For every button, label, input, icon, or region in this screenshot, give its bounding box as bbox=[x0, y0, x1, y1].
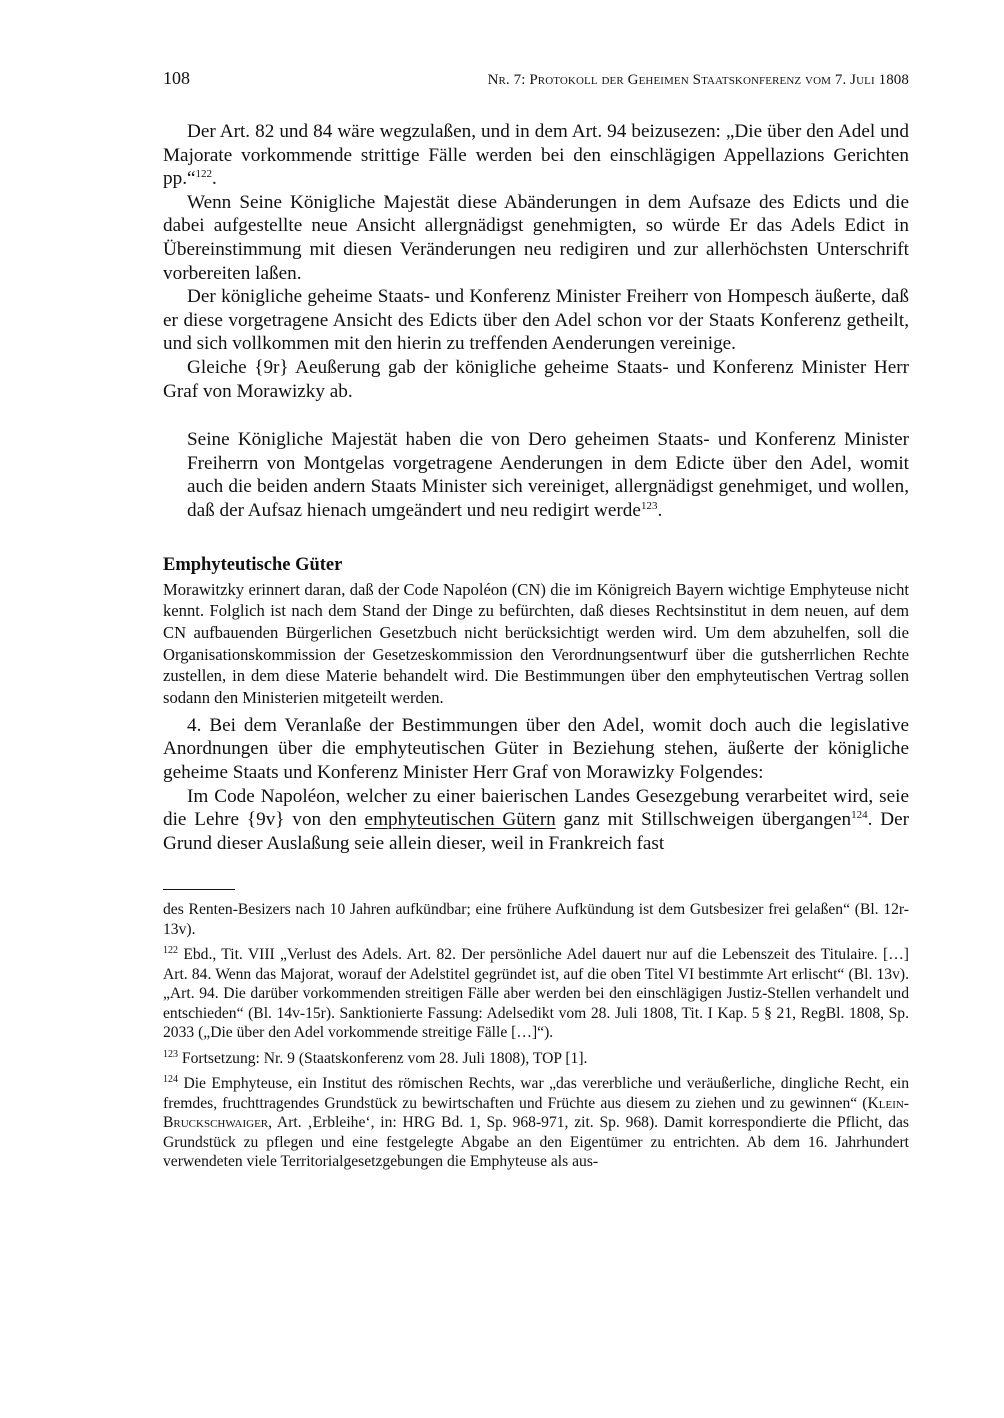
paragraph: Der königliche geheime Staats- und Konferenz Minister Freiherr von Hompesch äußerte, daß er diese vorgetragene Ansicht des Edicts über den Adel schon vor der Staats Konferenz getheilt, und sich vollkommen mit den hierin zu treffenden Aenderungen vereinige. bbox=[163, 286, 909, 355]
footnote-divider bbox=[163, 889, 235, 890]
footnote-ref[interactable]: 123 bbox=[640, 499, 658, 512]
summary-text: Morawitzky erinnert daran, daß der Code Napoléon (CN) die im Königreich Bayern wichtige Emphyteuse nicht kennt. Folglich ist nach dem Stand der Dinge zu befürchten, daß dieses Rechtsinstitut in dem neuen, auf dem CN aufbauenden Bürgerlichen Gesetzbuch nicht berücksichtigt werden wird. Um dem abzuhelfen, soll die Organisationskommission der Gesetzeskommission den Verordnungsentwurf über die gutsherrlichen Rechte zustellen, in dem diese Materie behandelt wird. Die Bestimmungen über den emphyteutischen Vertrag sollen sodann den Ministerien mitgeteilt werden. bbox=[163, 579, 909, 708]
cited-author: Klein-Bruckschwaiger bbox=[163, 1094, 909, 1132]
footnote-text: Die Emphyteuse, ein Institut des römischen Rechts, war „das vererbliche und veräußerliche, dingliche Recht, ein fremdes, fruchttragendes Grundstück zu bewirtschaften und Früchte aus diesem zu ziehen und zu gewinnen“ ( bbox=[163, 1075, 909, 1112]
footnote-text: , Art. ‚Erbleihe‘, in: HRG Bd. 1, Sp. 968-971, zit. Sp. 968). Damit korrespondierte die Pflicht, das Grundstück zu pflegen und eine festgelegte Abgabe an den Eigentümer zu entrichten. Ab dem 16. Jahrhundert verwendeten viele Territorialgesetzgebungen die Emphyteuse als aus- bbox=[163, 1114, 909, 1171]
paragraph-text: . Der Grund dieser Auslaßung seie allein dieser, weil in Frankreich fast bbox=[163, 809, 909, 854]
paragraph: Wenn Seine Königliche Majestät diese Abänderungen in dem Aufsaze des Edicts und die dabei aufgestellte neue Ansicht allergnädigst genehmigten, so würde Er das Adels Edict in Übereinstimmung mit diesen Veränderungen neu redigiren und zur allerhöchsten Unterschrift vorbereiten laßen. bbox=[163, 191, 909, 284]
page-number: 108 bbox=[163, 68, 190, 88]
footnote-122 bbox=[163, 945, 909, 1043]
protocol-text-continued bbox=[163, 714, 909, 856]
footnotes bbox=[163, 900, 909, 1172]
footnote-text: Ebd., Tit. VIII „Verlust des Adels. Art. 82. Der persönliche Adel dauert nur auf die Lebenszeit des Titulaire. […] Art. 84. Wenn das Majorat, worauf der Adelstitel gegründet ist, auf die oben Titel VI bestimmte Art erlischt“ (Bl. 13v). „Art. 94. Die darüber vorkommenden streitigen Fälle aber werden bei den einschlägigen Justiz-Stellen verhandelt und entschieden“ (Bl. 14v-15r). Sanktionierte Fassung: Adelsedikt vom 28. Juli 1808, Tit. I Kap. 5 § 21, RegBl. 1808, Sp. 2033 („Die über den Adel vorkommende streitige Fälle […]“). bbox=[163, 946, 909, 1042]
paragraph bbox=[163, 120, 909, 191]
footnote-continuation: des Renten-Besizers nach 10 Jahren aufkündbar; eine frühere Aufkündung ist dem Gutsbesizer frei gelaßen“ (Bl. 12r-13v). bbox=[163, 901, 909, 938]
paragraph-text: Der Art. 82 und 84 wäre wegzulaßen, und in dem Art. 94 beizusezen: „Die über den Adel und Majorate vorkommende strittige Fälle werden bei den einschlägigen Appellazions Gerichten pp.“ bbox=[163, 121, 909, 190]
footnote-number: 123 bbox=[163, 1048, 178, 1060]
paragraph: 4. Bei dem Veranlaße der Bestimmungen über den Adel, womit doch auch die legislative Anordnungen über die emphyteutischen Güter in Beziehung stehen, äußerte der königliche geheime Staats und Konferenz Minister Herr Graf von Morawizky Folgendes: bbox=[163, 714, 909, 783]
paragraph-text: ganz mit Stillschweigen übergangen bbox=[555, 809, 852, 831]
footnote-124 bbox=[163, 1074, 909, 1172]
section-heading: Emphyteutische Güter bbox=[163, 554, 343, 575]
paragraph-text: Im Code Napoléon, welcher zu einer baierischen Landes Gesezgebung verarbeitet wird, seie die Lehre {9v} von den bbox=[163, 785, 909, 831]
punctuation: . bbox=[657, 499, 663, 521]
running-title: Nr. 7: Protokoll der Geheimen Staatskonferenz vom 7. Juli 1808 bbox=[487, 72, 909, 88]
section-summary bbox=[163, 579, 909, 709]
footnote-number: 124 bbox=[163, 1074, 178, 1086]
footnote-text: Fortsetzung: Nr. 9 (Staatskonferenz vom 28. Juli 1808), TOP [1]. bbox=[181, 1049, 588, 1067]
paragraph bbox=[163, 785, 909, 856]
paragraph: Gleiche {9r} Aeußerung gab der königliche geheime Staats- und Konferenz Minister Herr Graf von Morawizky ab. bbox=[163, 356, 909, 402]
page bbox=[163, 68, 909, 1178]
underlined-term: emphyteutischen Gütern bbox=[364, 809, 556, 831]
royal-decision bbox=[187, 428, 909, 522]
footnote-ref[interactable]: 122 bbox=[195, 168, 213, 181]
protocol-text bbox=[163, 120, 909, 403]
footnote-123 bbox=[163, 1049, 909, 1069]
punctuation: . bbox=[212, 168, 217, 190]
footnote-ref[interactable]: 124 bbox=[851, 809, 868, 822]
decision-text: Seine Königliche Majestät haben die von Dero geheimen Staats- und Konferenz Minister Freiherrn von Montgelas vorgetragene Aenderungen in dem Edicte über den Adel, womit auch die beiden andern Staats Minister sich vereiniget, allergnädigst genehmiget, und wollen, daß der Aufsaz hienach umgeändert und neu redigirt werde bbox=[187, 429, 909, 521]
footnote-number: 122 bbox=[163, 945, 178, 957]
running-header bbox=[163, 68, 909, 100]
